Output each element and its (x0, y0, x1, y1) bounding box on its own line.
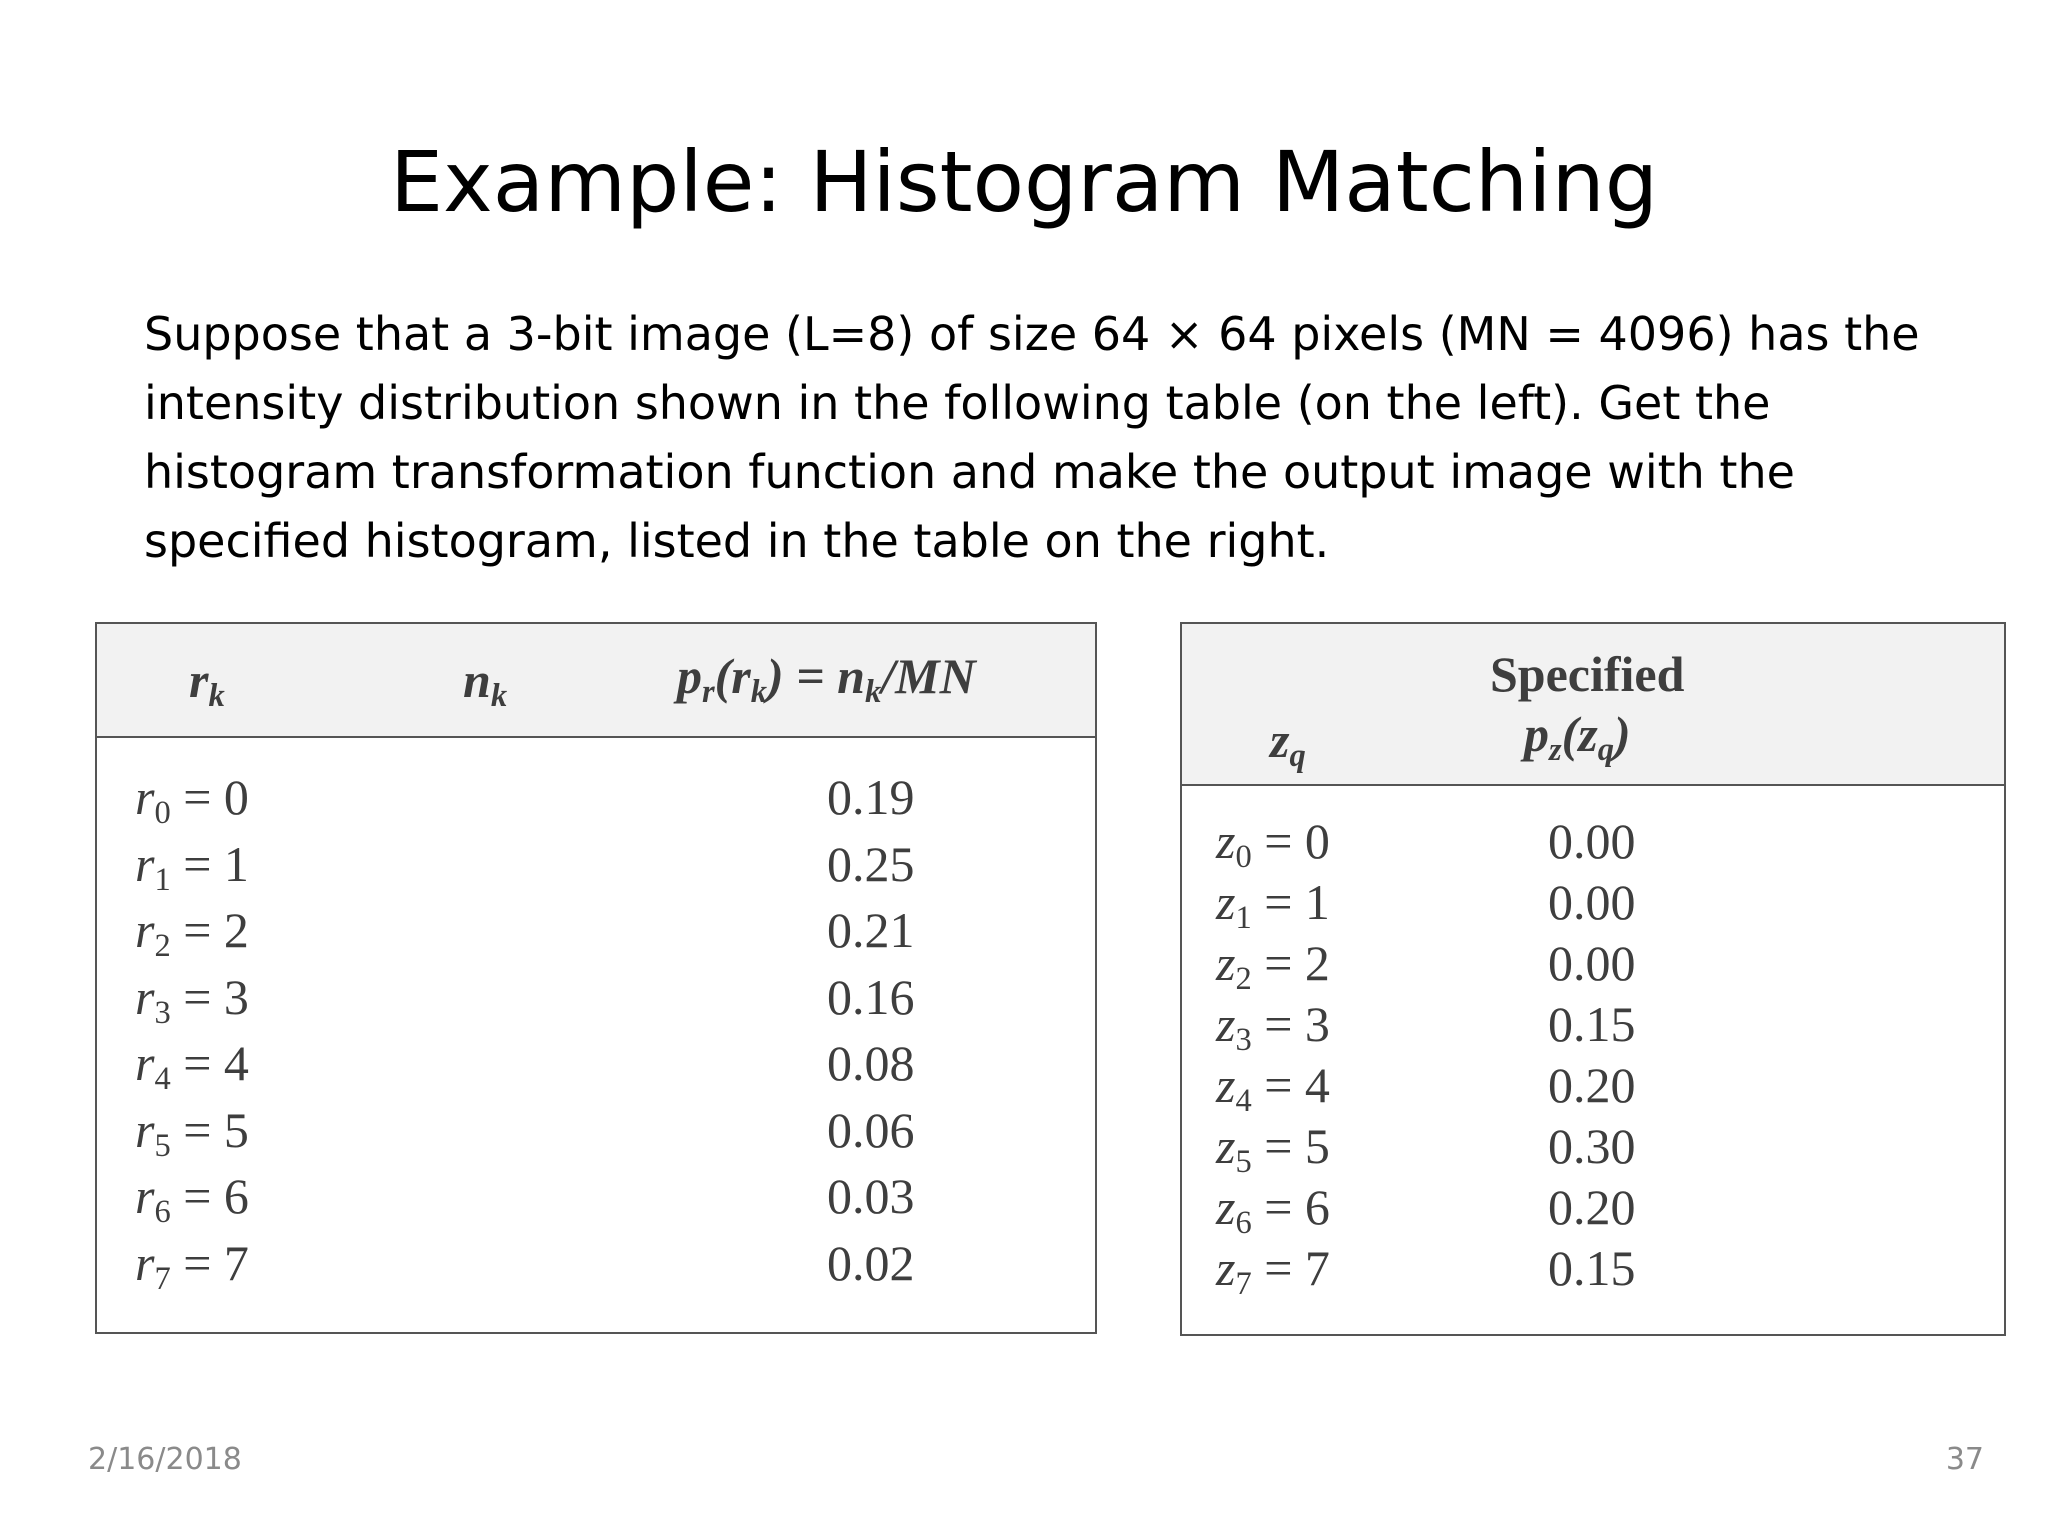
symbol-equals: = 2 (1251, 935, 1330, 991)
symbol-equals: = 0 (1251, 813, 1330, 869)
row-symbol (1216, 1235, 1330, 1301)
row-probability: 0.15 (1548, 1240, 1636, 1296)
symbol-subscript: 0 (154, 795, 171, 832)
specified-histogram-table (1180, 622, 2006, 1336)
symbol-letter: z (1216, 1057, 1236, 1113)
row-probability: 0.20 (1548, 1179, 1636, 1235)
symbol-equals: = 7 (1251, 1240, 1330, 1296)
symbol-letter: r (135, 1101, 155, 1158)
header-pz: $p_z(z_q)$ (1524, 706, 1631, 769)
symbol-subscript: 3 (154, 994, 171, 1031)
table-header (97, 624, 1095, 738)
symbol-letter: z (1216, 935, 1236, 991)
symbol-letter: r (135, 1168, 155, 1224)
symbol-equals: = 6 (1251, 1179, 1330, 1235)
symbol-letter: r (135, 769, 155, 825)
row-symbol (1216, 1052, 1330, 1118)
row-symbol (1216, 1113, 1330, 1179)
symbol-equals: = 3 (170, 968, 249, 1025)
row-symbol (135, 1230, 249, 1296)
symbol-subscript: 4 (1235, 1083, 1252, 1120)
row-symbol (135, 1097, 249, 1163)
row-probability: 0.00 (1548, 935, 1636, 991)
table-header (1182, 624, 2004, 786)
problem-statement (144, 300, 1944, 576)
symbol-equals: = 6 (170, 1168, 249, 1224)
symbol-equals: = 3 (1251, 996, 1330, 1052)
problem-line: specified histogram, listed in the table on the right. (144, 514, 1330, 568)
slide-title: Example: Histogram Matching (389, 133, 1659, 231)
row-probability: 0.06 (827, 1101, 915, 1158)
row-probability: 0.25 (827, 835, 915, 892)
row-probability: 0.03 (827, 1168, 915, 1224)
symbol-letter: z (1216, 874, 1236, 930)
slide-page-number: 37 (1945, 1442, 1984, 1477)
header-rk: $r_k$ (189, 652, 225, 715)
symbol-equals: = 1 (1251, 874, 1330, 930)
row-symbol (135, 831, 249, 897)
symbol-letter: z (1216, 996, 1236, 1052)
symbol-subscript: 6 (154, 1194, 171, 1231)
header-specified: Specified (1490, 646, 1685, 702)
row-probability: 0.20 (1548, 1057, 1636, 1113)
symbol-equals: = 7 (170, 1234, 249, 1291)
row-symbol (135, 1030, 249, 1096)
row-probability: 0.16 (827, 968, 915, 1025)
symbol-letter: z (1216, 1179, 1236, 1235)
row-symbol (135, 764, 249, 830)
problem-line: histogram transformation function and make the output image with the (144, 445, 1795, 499)
slide-date: 2/16/2018 (88, 1442, 242, 1477)
row-probability: 0.00 (1548, 813, 1636, 869)
symbol-letter: r (135, 1035, 155, 1091)
symbol-letter: r (135, 1234, 155, 1291)
row-probability: 0.15 (1548, 996, 1636, 1052)
symbol-subscript: 7 (1235, 1266, 1252, 1303)
symbol-equals: = 2 (170, 902, 249, 958)
row-probability: 0.02 (827, 1234, 915, 1291)
problem-line: intensity distribution shown in the following table (on the left). Get the (144, 376, 1771, 430)
row-symbol (1216, 1174, 1330, 1240)
symbol-subscript: 5 (154, 1127, 171, 1164)
symbol-equals: = 4 (170, 1035, 249, 1091)
symbol-equals: = 5 (1251, 1118, 1330, 1174)
symbol-subscript: 5 (1235, 1144, 1252, 1181)
row-symbol (1216, 808, 1330, 874)
header-nk: $n_k$ (463, 652, 508, 715)
row-probability: 0.19 (827, 769, 915, 825)
symbol-equals: = 0 (170, 769, 249, 825)
symbol-equals: = 1 (170, 835, 249, 892)
symbol-letter: r (135, 968, 155, 1025)
input-distribution-table (95, 622, 1097, 1334)
header-probability: $p_r(r_k) = n_k/MN$ (677, 648, 976, 711)
row-symbol (135, 964, 249, 1030)
row-symbol (1216, 869, 1330, 935)
symbol-subscript: 6 (1235, 1205, 1252, 1242)
symbol-subscript: 0 (1235, 839, 1252, 876)
row-probability: 0.30 (1548, 1118, 1636, 1174)
symbol-subscript: 4 (154, 1061, 171, 1098)
row-symbol (1216, 991, 1330, 1057)
header-zq: $z_q$ (1270, 712, 1306, 775)
symbol-subscript: 1 (1235, 900, 1252, 937)
symbol-subscript: 2 (154, 928, 171, 965)
row-symbol (135, 897, 249, 963)
symbol-subscript: 1 (154, 861, 171, 898)
symbol-subscript: 3 (1235, 1022, 1252, 1059)
symbol-subscript: 7 (154, 1260, 171, 1297)
symbol-subscript: 2 (1235, 961, 1252, 998)
symbol-letter: z (1216, 1118, 1236, 1174)
symbol-letter: r (135, 902, 155, 958)
symbol-letter: z (1216, 813, 1236, 869)
symbol-equals: = 4 (1251, 1057, 1330, 1113)
symbol-letter: r (135, 835, 155, 892)
row-probability: 0.08 (827, 1035, 915, 1091)
row-probability: 0.21 (827, 902, 915, 958)
problem-line: Suppose that a 3-bit image (L=8) of size 64 × 64 pixels (MN = 4096) has the (144, 307, 1920, 361)
row-probability: 0.00 (1548, 874, 1636, 930)
row-symbol (135, 1163, 249, 1229)
symbol-equals: = 5 (170, 1101, 249, 1158)
symbol-letter: z (1216, 1240, 1236, 1296)
row-symbol (1216, 930, 1330, 996)
